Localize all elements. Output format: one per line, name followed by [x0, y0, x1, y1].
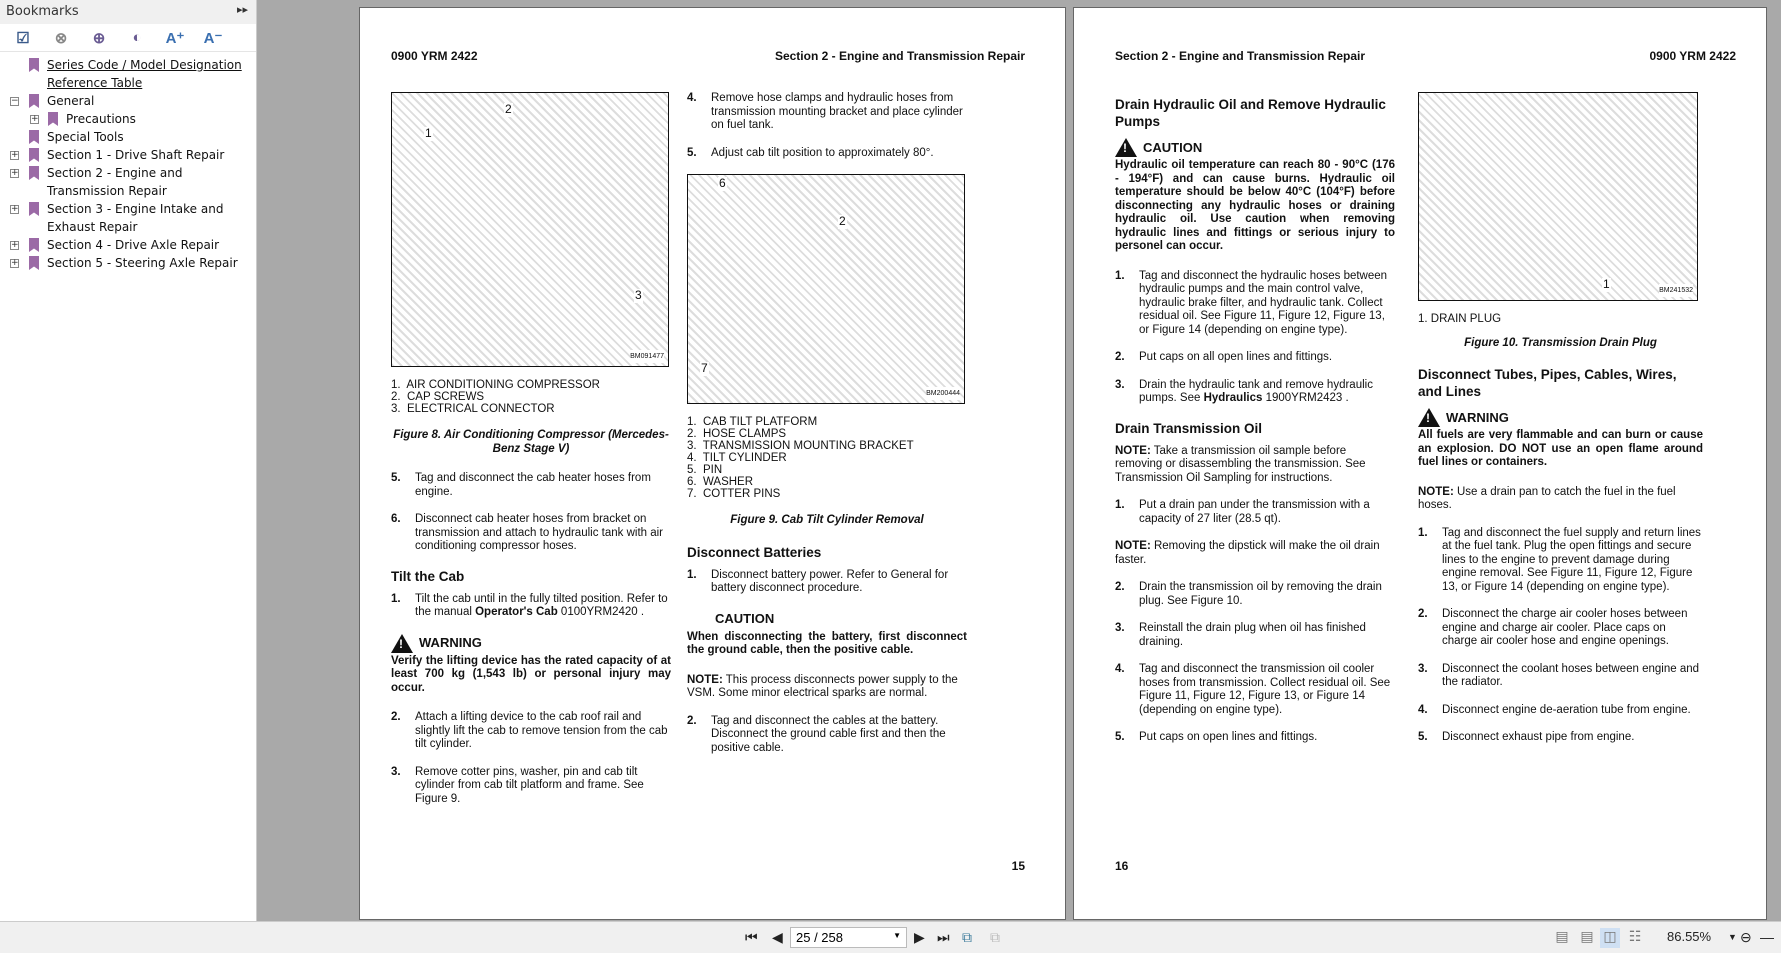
step-text: Put caps on all open lines and fittings.: [1139, 351, 1333, 363]
figure-code: BM091477: [630, 350, 664, 364]
bookmark-item[interactable]: [0, 56, 256, 92]
bookmark-icon: [29, 148, 39, 162]
legend-item: 6. WASHER: [687, 476, 754, 488]
bookmark-icon: [29, 94, 39, 108]
zoom-slider[interactable]: —: [1760, 929, 1774, 945]
text: Tilt the cab until in the fully tilted position. Refer to the manual: [415, 592, 668, 618]
header-right: Section 2 - Engine and Transmission Repair: [774, 49, 1025, 63]
bookmark-item[interactable]: [0, 110, 256, 128]
collapse-panel-button[interactable]: ▸▸: [236, 3, 248, 16]
caution-text: When disconnecting the battery, first disconnect the ground cable, then the positive cable.: [687, 630, 967, 656]
callout: 7: [701, 361, 708, 375]
bookmark-toolbar: [0, 24, 256, 52]
manual-ref: Operator's Cab: [475, 606, 558, 618]
step: [1115, 270, 1395, 338]
legend-item: 3. ELECTRICAL CONNECTOR: [391, 403, 555, 415]
callout: 3: [635, 288, 642, 302]
legend-item: 2. CAP SCREWS: [391, 391, 485, 403]
step-text: Put caps on open lines and fittings.: [1139, 731, 1318, 743]
step-text: Remove cotter pins, washer, pin and cab tilt cylinder from cab tilt platform and frame. See Figure 9.: [415, 765, 644, 805]
step: [1115, 379, 1395, 406]
page-number-input[interactable]: [790, 927, 907, 948]
bookmark-tree: [0, 52, 256, 272]
header-right: 0900 YRM 2422: [1649, 49, 1736, 63]
bookmark-label: Section 2 - Engine and Transmission Repair: [47, 166, 183, 198]
note-label: NOTE:: [1115, 444, 1151, 457]
expand-icon[interactable]: +: [11, 204, 19, 214]
step: [391, 766, 671, 807]
next-page-button[interactable]: ▶: [914, 929, 925, 945]
step-number: 6.: [391, 513, 401, 525]
navigation-toolbar: [0, 921, 1781, 953]
batteries-heading: Disconnect Batteries: [687, 544, 822, 560]
note: [687, 674, 967, 701]
warning-text: All fuels are very flammable and can burn or cause an explosion. DO NOT use an open flame around fuel lines or containers.: [1418, 429, 1703, 468]
font-larger-icon[interactable]: A⁺: [165, 29, 185, 47]
step-text: Tag and disconnect the fuel supply and return lines at the fuel tank. Plug the open fittings and secure lines to the engine to prevent damage during engine removal. See Figure 11, Figure 12, Figure 13, or Figure 14 (depending on engine type).: [1442, 526, 1701, 593]
warning-word: WARNING: [419, 635, 482, 651]
warning-label: [391, 634, 671, 653]
expand-icon[interactable]: +: [11, 258, 19, 268]
first-page-button[interactable]: ⏮: [745, 929, 758, 945]
collapse-icon[interactable]: −: [11, 96, 19, 106]
bookmark-label: General: [47, 94, 95, 108]
step-text: [1139, 379, 1395, 406]
go-bookmark-icon[interactable]: ◐: [132, 29, 142, 46]
zoom-level[interactable]: 86.55%: [1667, 929, 1712, 944]
bookmark-item[interactable]: [0, 236, 256, 254]
left-column: [391, 92, 671, 820]
step-text: Remove hose clamps and hydraulic hoses from transmission mounting bracket and place cylinder on fuel tank.: [711, 92, 963, 131]
step: [1115, 351, 1395, 365]
callout: 1: [1603, 277, 1610, 291]
step-number: 2.: [1418, 608, 1428, 620]
step-number: 1.: [1115, 269, 1125, 282]
note-label: NOTE:: [1115, 540, 1151, 552]
step-text: Attach a lifting device to the cab roof rail and slightly lift the cab to remove tension from the cab tilt cylinder.: [415, 711, 668, 750]
legend-item: 1. CAB TILT PLATFORM: [687, 416, 818, 428]
next-view-icon[interactable]: ⧉: [990, 929, 1000, 945]
caution-icon: [687, 610, 709, 629]
step-number: 2.: [1115, 581, 1125, 593]
previous-view-icon[interactable]: ⧉: [962, 929, 972, 945]
step-text: Disconnect battery power. Refer to General for battery disconnect procedure.: [711, 568, 949, 594]
bookmarks-header: [0, 0, 256, 24]
bookmark-item[interactable]: [0, 146, 256, 164]
bookmark-item[interactable]: [0, 128, 256, 146]
step: [1115, 622, 1395, 649]
step-text: Put a drain pan under the transmission with a capacity of 27 liter (28.5 qt).: [1139, 499, 1370, 525]
step-text: Tag and disconnect the hydraulic hoses between hydraulic pumps and the main control valve, hydraulic brake filter, and hydraulic tank. Collect residual oil. See Figure 11, Figure 12, Figure 13, or Figure 14 (depending on engine type).: [1139, 269, 1388, 336]
step: [1418, 608, 1703, 649]
bookmark-icon: [29, 130, 39, 144]
caution-icon: [1115, 138, 1137, 157]
warning-word: WARNING: [1446, 409, 1509, 425]
page-number: 16: [1115, 859, 1129, 873]
bookmark-icon: [29, 256, 39, 270]
note-label: NOTE:: [687, 673, 723, 686]
step: [1115, 499, 1395, 526]
step-number: 4.: [687, 92, 697, 104]
page-number: 15: [1011, 859, 1025, 873]
note-label: NOTE:: [1418, 485, 1454, 498]
step-text: Drain the transmission oil by removing the drain plug. See Figure 10.: [1139, 581, 1382, 607]
step-number: 3.: [1418, 662, 1428, 675]
legend-item: 2. HOSE CLAMPS: [687, 428, 787, 440]
facing-view-icon[interactable]: ◫: [1600, 928, 1620, 948]
bookmark-icon: [29, 202, 39, 216]
legend-item: 1. AIR CONDITIONING COMPRESSOR: [391, 379, 600, 391]
step: [1418, 663, 1703, 690]
note: [1418, 486, 1703, 513]
step: [391, 472, 671, 499]
bookmark-label: Section 3 - Engine Intake and Exhaust Repair: [47, 202, 224, 234]
bookmark-label: Section 1 - Drive Shaft Repair: [47, 148, 225, 162]
step: [1418, 704, 1703, 718]
add-bookmark-icon[interactable]: ⊕: [92, 29, 106, 47]
step-number: 1.: [1418, 526, 1428, 539]
callout: 2: [839, 214, 846, 228]
bookmark-item[interactable]: [0, 200, 256, 236]
legend-item: 5. PIN: [687, 464, 723, 476]
step: [687, 715, 967, 756]
figure-8-legend: [391, 379, 671, 415]
bookmark-label: Series Code / Model Designation Reference Table: [47, 58, 242, 90]
single-page-view-icon[interactable]: ▤: [1555, 928, 1569, 944]
bookmarks-panel: [0, 0, 257, 953]
tilt-cab-heading: Tilt the Cab: [391, 568, 465, 584]
step-number: 3.: [1115, 378, 1125, 391]
callout: 2: [505, 102, 512, 116]
step-text: Disconnect the coolant hoses between engine and the radiator.: [1442, 662, 1700, 688]
step-number: 1.: [1115, 499, 1125, 511]
right-column: [687, 92, 967, 769]
note-text: This process disconnects power supply to the VSM. Some minor electrical sparks are normal.: [687, 673, 958, 699]
figure-9-title: Figure 9. Cab Tilt Cylinder Removal: [730, 514, 924, 526]
step-number: 5.: [1418, 731, 1428, 743]
expand-icon[interactable]: +: [11, 240, 19, 250]
hydraulic-heading: Drain Hydraulic Oil and Remove Hydraulic Pumps: [1115, 97, 1386, 129]
disconnect-heading: Disconnect Tubes, Pipes, Cables, Wires, and Lines: [1418, 367, 1677, 399]
step-number: 2.: [687, 714, 697, 727]
step: [1115, 581, 1395, 608]
caution-label: [1115, 138, 1395, 157]
page-16: [1073, 7, 1767, 920]
figure-8-title: Figure 8. Air Conditioning Compressor (Mercedes-Benz Stage V): [393, 429, 669, 455]
continuous-view-icon[interactable]: ▤: [1580, 928, 1594, 944]
figure-code: BM200444: [926, 387, 960, 401]
note: [1115, 540, 1395, 567]
panel-splitter[interactable]: [258, 0, 264, 920]
caution-text: Hydraulic oil temperature can reach 80 - 90°C (176 - 194°F) and can cause burns. Hydraulic oil temperature should be below 40°C (104°F) before disconnecting any hydraulic hoses or draining hydraulic oil. Use caution when removing hydraulic lines and fittings or serious injury to personel can occur.: [1115, 159, 1395, 252]
step-number: 4.: [1418, 703, 1428, 716]
bookmark-label: Section 5 - Steering Axle Repair: [47, 256, 238, 270]
step: [1418, 731, 1703, 745]
last-page-button[interactable]: ⏭: [937, 929, 950, 945]
expand-icon[interactable]: +: [31, 114, 39, 124]
previous-page-button[interactable]: ◀: [772, 929, 783, 945]
note-text: Take a transmission oil sample before removing or disassembling the transmission. See Transmission Oil Sampling for instructions.: [1115, 444, 1366, 484]
figure-9-image: [687, 174, 965, 404]
caution-label: [687, 610, 967, 629]
chevron-down-icon[interactable]: ▼: [893, 931, 901, 940]
figure-9-legend: [687, 416, 967, 500]
warning-icon: [1418, 408, 1440, 427]
step: [687, 92, 967, 133]
step-text: Adjust cab tilt position to approximately 80°.: [711, 146, 934, 159]
header-left: 0900 YRM 2422: [391, 49, 478, 63]
step-text: Reinstall the drain plug when oil has finished draining.: [1139, 622, 1366, 648]
figure-10-image: [1418, 92, 1698, 301]
step-text: Disconnect cab heater hoses from bracket on transmission and attach to hydraulic tank with air conditioning compressor hoses.: [415, 513, 664, 552]
zoom-out-icon[interactable]: ⊖: [1740, 929, 1752, 945]
step-number: 1.: [391, 592, 401, 605]
step: [391, 711, 671, 752]
bookmark-icon: [29, 58, 39, 72]
legend-item: 7. COTTER PINS: [687, 488, 781, 500]
step-number: 1.: [687, 568, 697, 581]
bookmark-label: Section 4 - Drive Axle Repair: [47, 238, 220, 252]
right-column: [1418, 92, 1703, 759]
step-number: 5.: [1115, 731, 1125, 743]
manual-ref: Hydraulics: [1203, 392, 1263, 404]
note-text: Removing the dipstick will make the oil drain faster.: [1115, 540, 1380, 566]
step: [1115, 731, 1395, 745]
step-text: Tag and disconnect the cab heater hoses from engine.: [415, 472, 651, 498]
figure-8-image: [391, 92, 669, 367]
expand-icon[interactable]: +: [11, 150, 19, 160]
font-smaller-icon[interactable]: A⁻: [203, 29, 223, 47]
text: Drain the hydraulic tank and remove hydraulic pumps. See: [1139, 378, 1373, 404]
transmission-heading: Drain Transmission Oil: [1115, 420, 1263, 436]
step-number: 3.: [1115, 622, 1125, 634]
page-indicator: 25 / 258: [796, 930, 843, 945]
bookmark-icon: [48, 112, 58, 126]
bookmark-item[interactable]: [0, 164, 256, 200]
bookmarks-title: Bookmarks: [6, 4, 79, 19]
step-text: Tag and disconnect the cables at the battery. Disconnect the ground cable first and then the positive cable.: [711, 714, 946, 754]
step: [687, 569, 967, 596]
warning-text: Verify the lifting device has the rated capacity of at least 700 kg (1,543 lb) or personal injury may occur.: [391, 654, 671, 694]
step-number: 2.: [1115, 351, 1125, 363]
step: [687, 147, 967, 161]
caution-word: CAUTION: [1143, 139, 1203, 155]
warning-icon: [391, 634, 413, 653]
header-left: Section 2 - Engine and Transmission Repair: [1115, 49, 1366, 63]
step: [1115, 663, 1395, 717]
expand-all-icon[interactable]: ☑: [16, 29, 30, 47]
page-15: [359, 7, 1066, 920]
note: [1115, 445, 1395, 486]
figure-code: BM241532: [1659, 284, 1693, 298]
step-text: Tag and disconnect the transmission oil cooler hoses from transmission. Collect residual oil. See Figure 11, Figure 12, Figure 13, or Figure 14 (depending on engine type).: [1139, 663, 1391, 716]
bookmark-item[interactable]: [0, 92, 256, 110]
step: [391, 593, 671, 620]
step-number: 2.: [391, 711, 401, 723]
step-text: Disconnect engine de-aeration tube from engine.: [1442, 703, 1691, 716]
note-text: Use a drain pan to catch the fuel in the fuel hoses.: [1418, 485, 1676, 511]
step-number: 5.: [687, 146, 697, 159]
delete-bookmark-icon[interactable]: ⊗: [54, 29, 68, 47]
step-number: 3.: [391, 765, 401, 778]
text: 0100YRM2420 .: [557, 606, 645, 618]
expand-icon[interactable]: +: [11, 168, 19, 178]
callout: 6: [719, 176, 726, 190]
left-column: [1115, 92, 1395, 759]
step-text: [415, 593, 671, 620]
bookmark-icon: [29, 166, 39, 180]
callout: 1: [425, 126, 432, 140]
continuous-facing-view-icon[interactable]: ☷: [1628, 928, 1642, 944]
caution-word: CAUTION: [715, 611, 775, 627]
legend-item: 3. TRANSMISSION MOUNTING BRACKET: [687, 440, 914, 452]
warning-label: [1418, 408, 1703, 427]
figure-10-title: Figure 10. Transmission Drain Plug: [1464, 336, 1657, 349]
zoom-dropdown-icon[interactable]: ▼: [1728, 932, 1737, 942]
step: [1418, 527, 1703, 595]
step: [391, 513, 671, 554]
text: 1900YRM2423 .: [1262, 392, 1349, 404]
legend-item: 4. TILT CYLINDER: [687, 452, 787, 464]
bookmark-label: Precautions: [66, 112, 136, 126]
figure-10-legend: 1. DRAIN PLUG: [1418, 313, 1502, 325]
step-number: 5.: [391, 472, 401, 484]
step-text: Disconnect exhaust pipe from engine.: [1442, 731, 1635, 743]
bookmark-label: Special Tools: [47, 130, 124, 144]
step-text: Disconnect the charge air cooler hoses between engine and charge air cooler. Place caps on charge air cooler hose and engine openings.: [1442, 608, 1688, 647]
bookmark-item[interactable]: [0, 254, 256, 272]
step-number: 4.: [1115, 663, 1125, 675]
bookmark-icon: [29, 238, 39, 252]
